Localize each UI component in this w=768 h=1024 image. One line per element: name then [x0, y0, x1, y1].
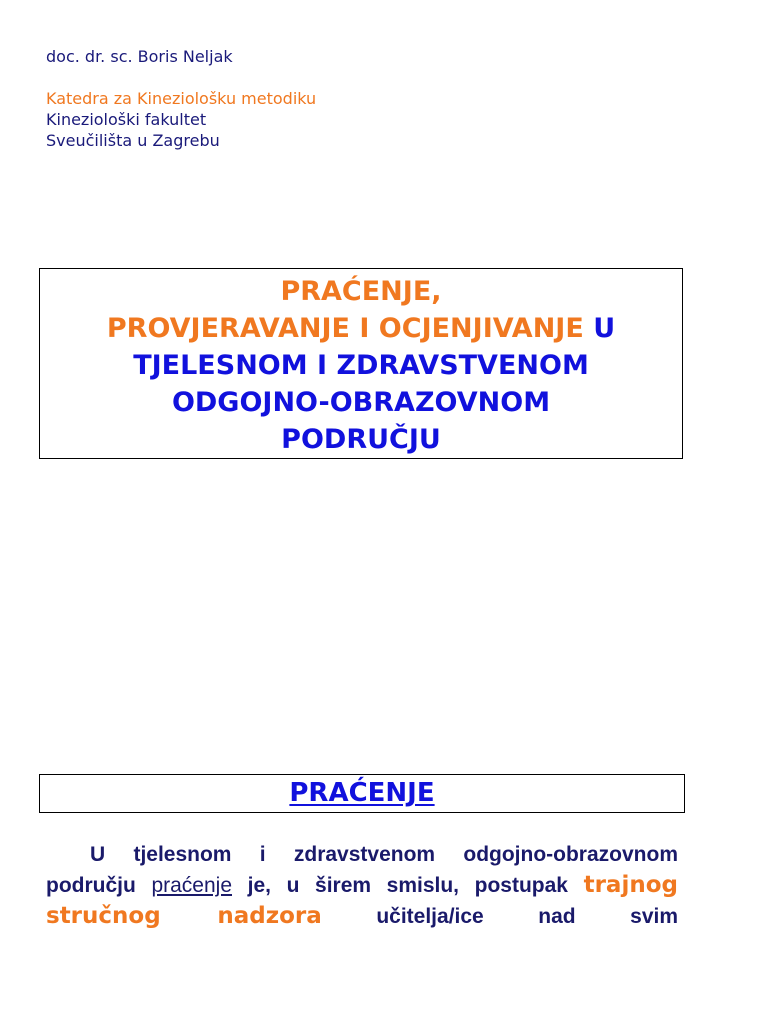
- section-heading: PRAĆENJE: [289, 778, 435, 808]
- paragraph-highlight: trajnog stručnog nadzora: [46, 872, 678, 929]
- paragraph-part-3: učitelja/ice nad svim: [321, 905, 678, 928]
- title-line-1: PRAĆENJE,: [280, 276, 442, 307]
- title-line-2-orange: PROVJERAVANJE I OCJENJIVANJE: [106, 313, 584, 344]
- university-name: Sveučilišta u Zagrebu: [46, 131, 220, 150]
- title-line-2: [40, 310, 682, 347]
- title-line-4: ODGOJNO-OBRAZOVNOM: [171, 387, 551, 418]
- section-heading-box: [39, 774, 685, 813]
- body-paragraph: [46, 840, 678, 932]
- title-line-3: TJELESNOM I ZDRAVSTVENOM: [133, 350, 589, 381]
- document-title-box: [39, 268, 683, 459]
- author-block: [46, 46, 316, 151]
- paragraph-part-1: U tjelesnom i zdravstvenom odgojno-obrazovnom području: [46, 843, 678, 897]
- spacer: [46, 67, 316, 88]
- author-name: doc. dr. sc. Boris Neljak: [46, 47, 233, 66]
- department-name: Katedra za Kineziološku metodiku: [46, 89, 317, 108]
- paragraph-underlined-term: praćenje: [151, 874, 232, 897]
- title-line-5: PODRUČJU: [281, 424, 441, 455]
- title-line-2-blue: U: [583, 313, 616, 344]
- faculty-name: Kineziološki fakultet: [46, 110, 207, 129]
- paragraph-part-2: je, u širem smislu, postupak: [232, 874, 584, 897]
